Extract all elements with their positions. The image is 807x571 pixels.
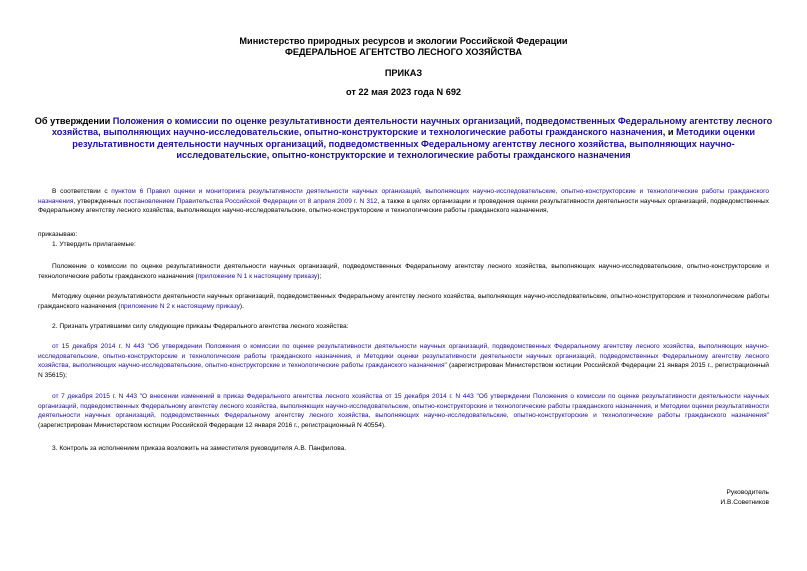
repealed-order-1-paragraph (38, 342, 769, 380)
repealed-order-2-paragraph (38, 392, 769, 430)
agency-heading: ФЕДЕРАЛЬНОЕ АГЕНТСТВО ЛЕСНОГО ХОЗЯЙСТВА (285, 47, 522, 57)
document-title (28, 116, 779, 162)
signatory-position: Руководитель (726, 489, 769, 496)
title-middle: , и (662, 127, 677, 138)
preamble-text-start: В соответствии с (52, 188, 112, 195)
approved-methodology-paragraph (38, 292, 769, 311)
methodology-text: Методику оценки результативности деятельности научных организаций, подведомственных Федеральному агентству лесного хозяйства, выполняющих научно-исследовательские, опытно-конструкторские и технологические работы гражданского назначения ( (38, 293, 769, 310)
order-2-registration: (зарегистрирован Министерством юстиции Российской Федерации 12 января 2016 г., регистрационный N 40554). (38, 421, 386, 429)
preamble-text-end: , а также в целях организации и проведения оценки результативности деятельности научных организаций, подведомственных Федеральному агентству лесного хозяйства, выполняющих научно-исследовательские, опытно-конструкторские и технологические работы гражданского назначения, (38, 197, 769, 215)
link-appendix-2[interactable]: приложение N 2 к настоящему приказу (120, 302, 240, 310)
regulation-text-end: ); (317, 272, 322, 280)
signatory-name: И.В.Советников (720, 499, 769, 506)
link-appendix-1[interactable]: приложение N 1 к настоящему приказу (197, 272, 318, 280)
document-date-number: от 22 мая 2023 года N 692 (345, 87, 462, 97)
order-1-registration: (зарегистрирован Министерством юстиции Российской Федерации 21 января 2015 г., регистрационный N 35615); (38, 362, 769, 379)
title-link-regulation[interactable]: Положения о комиссии по оценке результативности деятельности научных организаций, подведомственных Федеральному агентству лесного хозяйства, выполняющих научно-исследовательские, опытно-конструкторские и технологические работы гражданского назначения (51, 116, 773, 138)
order-word: приказываю: (38, 231, 78, 238)
document-type: ПРИКАЗ (384, 68, 423, 78)
link-rules-point-6[interactable]: пунктом 6 Правил оценки и мониторинга результативности деятельности научных организаций, выполняющих научно-исследовательские, опытно-конструкторские и технологические работы гражданского назначения (38, 188, 769, 205)
item-2: 2. Признать утратившими силу следующие приказы Федерального агентства лесного хозяйства: (52, 323, 349, 330)
approved-regulation-paragraph (38, 262, 769, 281)
link-order-443-2014[interactable]: от 15 декабря 2014 г. N 443 "Об утверждении Положения о комиссии по оценке результативности деятельности научных организаций, подведомственных Федеральному агентству лесного хозяйства, выполняющих научно-исследовательские, опытно-конструкторские и технологические работы гражданского назначения, и Методики оценки результативности деятельности научных организаций, подведомственных Федеральному агентству лесного хозяйства, выполняющих научно-исследовательские, опытно-конструкторские и технологические работы гражданского назначения" (38, 343, 769, 370)
link-order-443-2015[interactable]: от 7 декабря 2015 г. N 443 "О внесении изменений в приказ Федерального агентства лесного хозяйства от 15 декабря 2014 г. N 443 "Об утверждении Положения о комиссии по оценке результативности деятельности научных организаций, подведомственных Федеральному агентству лесного хозяйства, выполняющих научно-исследовательские, опытно-конструкторские и технологические работы гражданского назначения, и Методики оценки результативности деятельности научных организаций, подведомственных Федеральному агентству лесного хозяйства, выполняющих научно-исследовательские, опытно-конструкторские и технологические работы гражданского назначения" (38, 393, 769, 420)
item-3: 3. Контроль за исполнением приказа возложить на заместителя руководителя А.В. Панфилова. (52, 445, 347, 452)
item-1: 1. Утвердить прилагаемые: (52, 241, 136, 248)
preamble-text-mid: , утвержденных (73, 197, 124, 205)
title-link-methodology[interactable]: Методики оценки результативности деятельности научных организаций, подведомственных Федеральному агентству лесного хозяйства, выполняющих научно-исследовательские, опытно-конструкторские и технологические работы гражданского назначения (72, 127, 756, 161)
preamble-paragraph (38, 187, 769, 216)
link-government-resolution[interactable]: постановлением Правительства Российской Федерации от 8 апреля 2009 г. N 312 (123, 197, 378, 205)
methodology-text-end: ). (239, 302, 244, 310)
title-prefix: Об утверждении (34, 116, 113, 126)
ministry-heading: Министерство природных ресурсов и экологии Российской Федерации (239, 36, 568, 46)
regulation-text: Положение о комиссии по оценке результативности деятельности научных организаций, подведомственных Федеральному агентству лесного хозяйства, выполняющих научно-исследовательские, опытно-конструкторские и технологические работы гражданского назначения ( (38, 263, 769, 280)
